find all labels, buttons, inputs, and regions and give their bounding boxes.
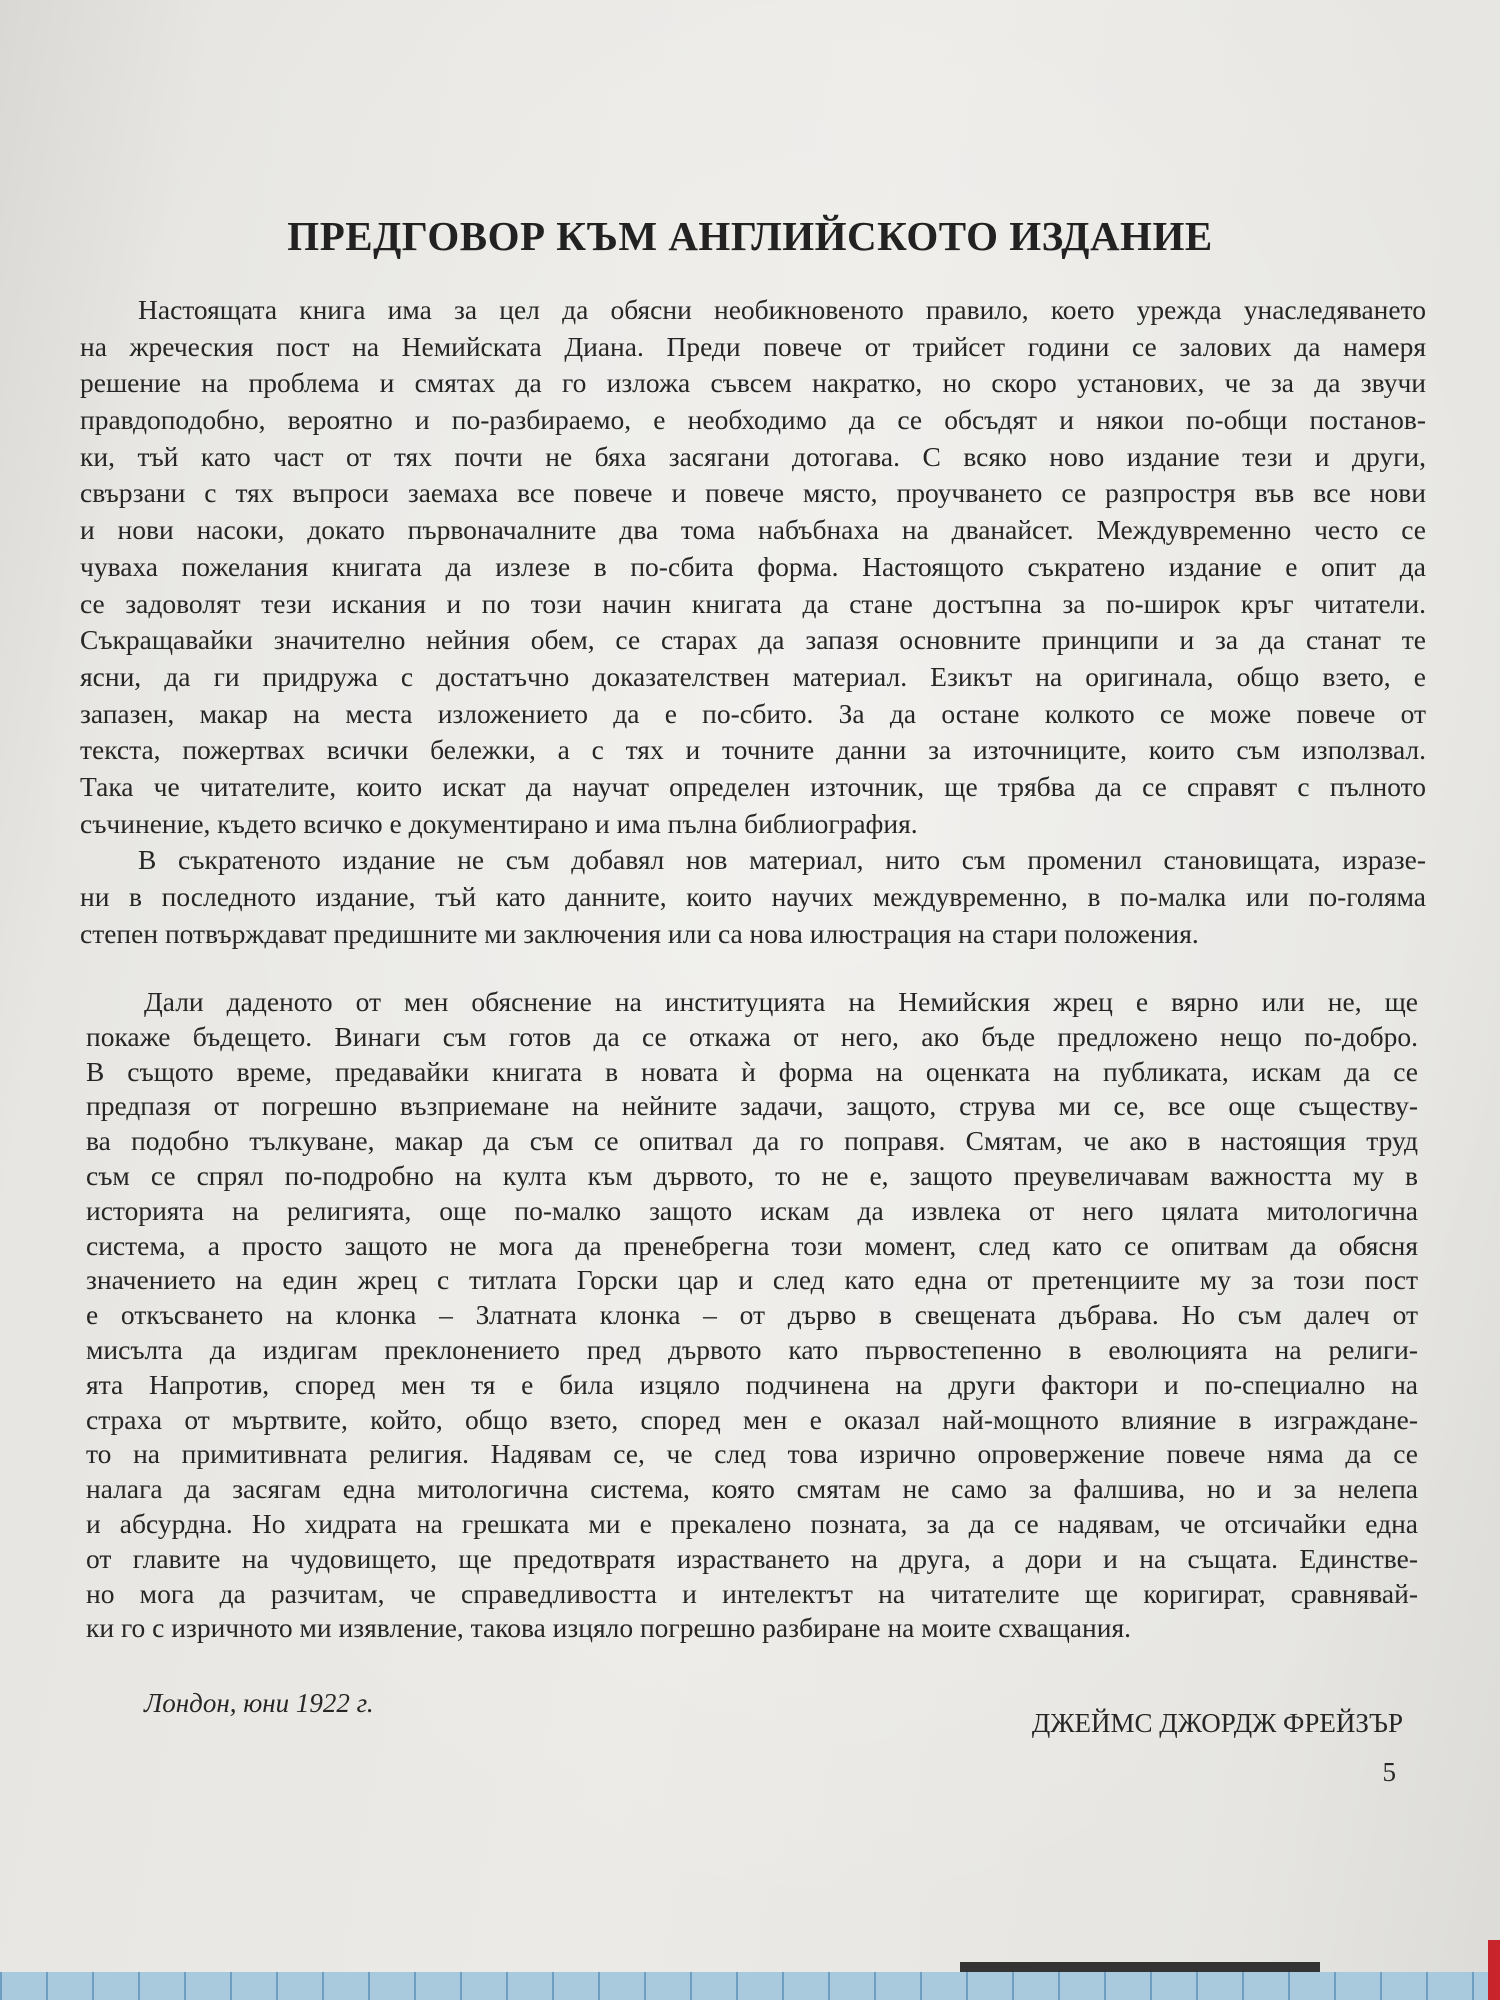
text-line: и абсурдна. Но хидрата на грешката ми е прекалено позната, за да се надявам, че отсичайки една (86, 1507, 1418, 1539)
text-line: свързани с тях въпроси заемаха все повече и повече място, проучването се разпростря във все нови (80, 477, 1426, 509)
preface-section-2 (86, 985, 1418, 1646)
text-line: Дали даденото от мен обяснение на институцията на Немийския жрец е вярно или не, ще (144, 986, 1418, 1017)
text-line: значението на един жрец с титлата Горски цар и след като една от претенциите му за този пост (86, 1264, 1418, 1296)
text-line: ки, тъй като част от тях почти не бяха засягани дотогава. С всяко ново издание тези и други, (80, 440, 1426, 472)
text-line: Настоящата книга има за цел да обясни необикновеното правило, което урежда унаследяването (138, 294, 1426, 325)
text-line: предпазя от погрешно възприемане на нейните задачи, защото, струва ми се, все още съществу- (86, 1090, 1418, 1122)
page-title: ПРЕДГОВОР КЪМ АНГЛИЙСКОТО ИЗДАНИЕ (287, 213, 1213, 259)
text-line: е откъсването на клонка – Златната клонка – от дърво в свещената дъбрава. Но съм далеч от (86, 1299, 1418, 1331)
text-line: ки го с изричното ми изявление, такова изцяло погрешно разбиране на моите схващания. (86, 1612, 1131, 1644)
text-line: ята Напротив, според мен тя е била изцяло подчинена на други фактори и по-специално на (86, 1368, 1418, 1400)
preface-section-1 (80, 292, 1426, 952)
text-line: но мога да разчитам, че справедливостта и интелектът на читателите ще коригират, сравнявай- (86, 1577, 1418, 1609)
text-line: В съкратеното издание не съм добавял нов материал, нито съм променил становищата, изразе- (138, 844, 1426, 876)
text-line: Съкращавайки значително нейния обем, се старах да запазя основните принципи и за да станат те (80, 624, 1426, 656)
text-line: от главите на чудовището, ще предотвратя израстването на друга, а дори и на същата. Единстве- (86, 1542, 1418, 1574)
text-line: налага да засягам една митологична система, която смятам не само за фалшива, но и за нелепа (86, 1473, 1418, 1505)
text-line: съм се спрял по-подробно на култа към дървото, то не е, защото преувеличавам важността му в (86, 1159, 1418, 1191)
text-line: решение на проблема и смятах да го изложа съвсем накратко, но скоро установих, че за да звучи (80, 367, 1426, 399)
text-line: степен потвърждават предишните ми заключения или са нова илюстрация на стари положения. (80, 917, 1199, 949)
text-line: и нови насоки, докато първоначалните два тома набъбнаха на дванайсет. Междувременно често се (80, 514, 1426, 546)
text-line: правдоподобно, вероятно и по-разбираемо, е необходимо да се обсъдят и някои по-общи постанов- (80, 404, 1426, 436)
text-line: текста, пожертвах всички бележки, а с тях и точните данни за източниците, които съм използвал. (80, 734, 1426, 766)
text-line: на жреческия пост на Немийската Диана. Преди повече от трийсет години се залових да намеря (80, 330, 1426, 362)
text-line: мисълта да издигам преклонението пред дървото като първостепенно в еволюцията на религи- (86, 1333, 1418, 1365)
text-line: ни в последното издание, тъй като данните, които научих междувременно, в по-малка или по-голяма (80, 881, 1426, 912)
place-date: Лондон, юни 1922 г. (144, 1688, 374, 1718)
text-line: страха от мъртвите, който, общо взето, според мен е оказал най-мощното влияние в изграждане- (86, 1403, 1418, 1435)
text-line: покаже бъдещето. Винаги съм готов да се откажа от него, ако бъде предложено нещо по-добро. (86, 1020, 1418, 1052)
text-line: система, а просто защото не мога да пренебрегна този момент, след като се опитвам да обясня (86, 1229, 1418, 1261)
page-number: 5 (1382, 1757, 1396, 1787)
text-line: ва подобно тълкуване, макар да съм се опитвал да го поправя. Смятам, че ако в настоящия труд (86, 1125, 1418, 1157)
red-book-edge (1488, 1940, 1500, 2000)
text-line: се задоволят тези искания и по този начин книгата да стане достъпна за по-широк кръг читатели. (80, 587, 1426, 619)
text-line: чуваха пожелания книгата да излезе в по-сбита форма. Настоящото съкратено издание е опит да (80, 550, 1426, 582)
author-signature: ДЖЕЙМС ДЖОРДЖ ФРЕЙЗЪР (1031, 1708, 1403, 1738)
text-line: Така че читателите, които искат да научат определен източник, ще трябва да се справят с пълното (80, 770, 1426, 802)
text-line: В същото време, предавайки книгата в новата ѝ форма на оценката на публиката, искам да се (86, 1055, 1418, 1087)
text-line: съчинение, където всичко е документирано и има пълна библиография. (80, 807, 918, 839)
text-line: ясни, да ги придружа с достатъчно доказателствен материал. Езикът на оригинала, общо взето, е (80, 660, 1426, 692)
text-line: запазен, макар на места изложението да е по-сбито. За да остане колкото се може повече от (80, 697, 1426, 729)
text-line: историята на религията, още по-малко защото искам да извлека от него цялата митологична (86, 1194, 1418, 1226)
graph-paper-background (0, 1972, 1500, 2000)
text-line: то на примитивната религия. Надявам се, че след това изрично опровержение повече няма да се (86, 1438, 1418, 1470)
